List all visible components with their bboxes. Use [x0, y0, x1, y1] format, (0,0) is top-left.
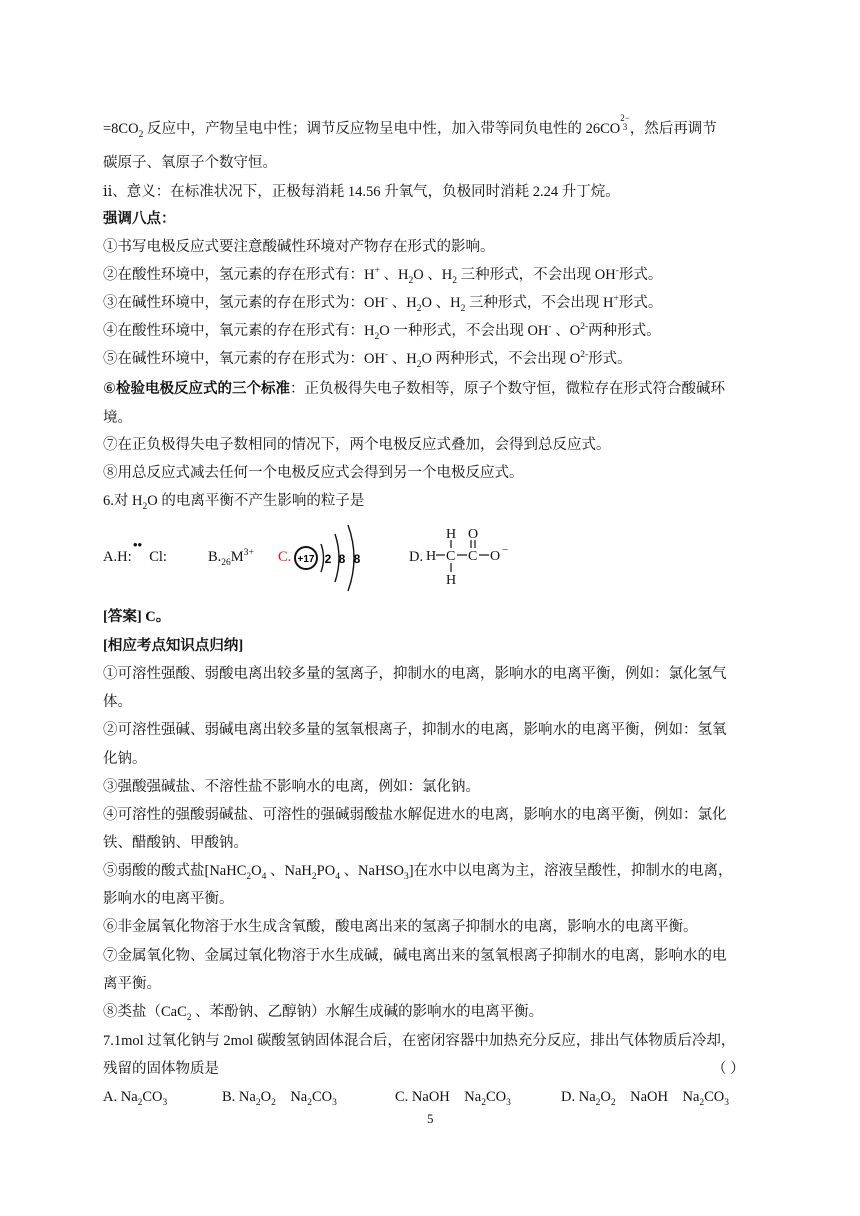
svg-text:2: 2: [324, 552, 332, 566]
section-heading: [相应考点知识点归纳]: [103, 638, 244, 654]
charge-fraction: 2− 3: [620, 113, 630, 132]
atom-structure-diagram: [290, 519, 370, 597]
page-number: 5: [427, 1111, 434, 1126]
knowledge-6: ⑥非金属氧化物溶于水生成含氧酸，酸电离出来的氢离子抑制水的电离，影响水的电离平衡。: [103, 919, 698, 935]
svg-text:C: C: [468, 549, 478, 564]
text-line: 体。: [103, 694, 132, 710]
point-8: ⑧用总反应式减去任何一个电极反应式会得到另一个电极反应式。: [103, 465, 524, 481]
point-5: ⑤在碱性环境中，氧元素的存在形式为：OH- 、$H_2O$ 两种形式，不会出现 $O^{2-}$形式。: [103, 350, 632, 370]
structural-formula: [424, 523, 524, 591]
knowledge-2: ②可溶性强碱、弱碱电离出较多量的氢氧根离子，抑制水的电离，影响水的电离平衡，例如：氢氧: [103, 722, 727, 738]
text-line: 化钠。: [103, 751, 147, 767]
q7-option-d: D. $Na_2O_2$ NaOH $Na_2CO_3$: [561, 1089, 730, 1108]
point-4: ④在酸性环境中，氧元素的存在形式有：$H_2O$ 一种形式，不会出现 OH- 、$O^{2-}$两种形式。: [103, 322, 661, 342]
svg-text:H: H: [426, 549, 437, 564]
svg-text:−: −: [502, 544, 509, 556]
text-line: 碳原子、氧原子个数守恒。: [103, 155, 277, 171]
point-6: ⑥检验电极反应式的三个标准：正负极得失电子数相等，原子个数守恒，微粒存在形式符合酸碱环: [103, 381, 725, 397]
svg-text:O: O: [490, 549, 501, 564]
point-1: ①书写电极反应式要注意酸碱性环境对产物存在形式的影响。: [103, 239, 495, 255]
q6-option-b: $B._{26}M^{3+}$: [208, 548, 254, 568]
q6-option-a: A.H: •• Cl:: [103, 537, 167, 565]
answer: [答案] C。: [103, 609, 171, 625]
knowledge-7: ⑦金属氧化物、金属过氧化物溶于水生成碱，碱电离出来的氢氧根离子抑制水的电离，影响水的电: [103, 948, 727, 964]
knowledge-3: ③强酸强碱盐、不溶性盐不影响水的电离，例如：氯化钠。: [103, 779, 480, 795]
svg-text:C: C: [446, 549, 456, 564]
q6-option-d: D.: [409, 549, 424, 565]
q6-option-c: C.: [278, 549, 292, 565]
text-line: 离平衡。: [103, 976, 161, 992]
point-7: ⑦在正负极得失电子数相同的情况下，两个电极反应式叠加，会得到总反应式。: [103, 437, 611, 453]
lone-pair-dots: ••: [133, 537, 143, 552]
knowledge-5: ⑤弱酸的酸式盐[$NaHC_2O_4$ 、$NaH_2PO_4$ 、NaHSO$_3$]在水中以电离为主，溶液呈酸性，抑制水的电离，: [103, 863, 733, 882]
text-line: 残留的固体物质是: [103, 1061, 219, 1077]
knowledge-1: ①可溶性强酸、弱酸电离出较多量的氢离子，抑制水的电离，影响水的电离平衡，例如：氯化氢气: [103, 666, 727, 682]
text-line: $=8CO_2$ 反应中，产物呈电中性；调节反应物呈电中性，加入带等同负电性的 26CO2− 3 ，然后再调节: [103, 113, 717, 140]
text-line: 铁、醋酸钠、甲酸钠。: [103, 835, 248, 851]
question-6: 6.对 $H_2O$ 的电离平衡不产生影响的粒子是: [103, 493, 365, 512]
answer-blank: （ ）: [712, 1061, 745, 1077]
text-line: 境。: [103, 410, 132, 426]
q7-option-c: C. NaOH $Na_2CO_3$: [395, 1089, 511, 1108]
q7-option-a: A. $Na_2CO_3$: [103, 1089, 168, 1108]
svg-text:8: 8: [338, 552, 346, 566]
question-7: 7.1mol 过氧化钠与 2mol 碳酸氢钠固体混合后，在密闭容器中加热充分反应，排出气体物质后冷却，: [103, 1033, 736, 1049]
section-heading: 强调八点：: [103, 211, 176, 227]
svg-text:H: H: [446, 527, 457, 542]
svg-text:O: O: [468, 527, 479, 542]
svg-text:+17: +17: [297, 554, 315, 565]
text-line: 影响水的电离平衡。: [103, 891, 234, 907]
point-3: ③在碱性环境中，氢元素的存在形式为：OH- 、$H_2O$ 、$H_2$ 三种形式，不会出现 H+形式。: [103, 294, 663, 314]
svg-text:8: 8: [353, 552, 361, 566]
text-line: ⅱ、意义：在标准状况下，正极每消耗 14.56 升氧气，负极同时消耗 2.24 升丁烷。: [103, 184, 620, 200]
knowledge-4: ④可溶性的强酸弱碱盐、可溶性的强碱弱酸盐水解促进水的电离，影响水的电离平衡，例如：氯化: [103, 807, 727, 823]
point-2: ②在酸性环境中，氢元素的存在形式有：H+ 、$H_2O$ 、$H_2$ 三种形式，不会出现 OH-形式。: [103, 266, 663, 286]
knowledge-8: ⑧类盐（CaC$_2$ 、苯酚钠、乙醇钠）水解生成碱的影响水的电离平衡。: [103, 1004, 544, 1023]
svg-text:H: H: [446, 573, 457, 588]
q7-option-b: B. $Na_2O_2$ $Na_2CO_3$: [222, 1089, 337, 1108]
